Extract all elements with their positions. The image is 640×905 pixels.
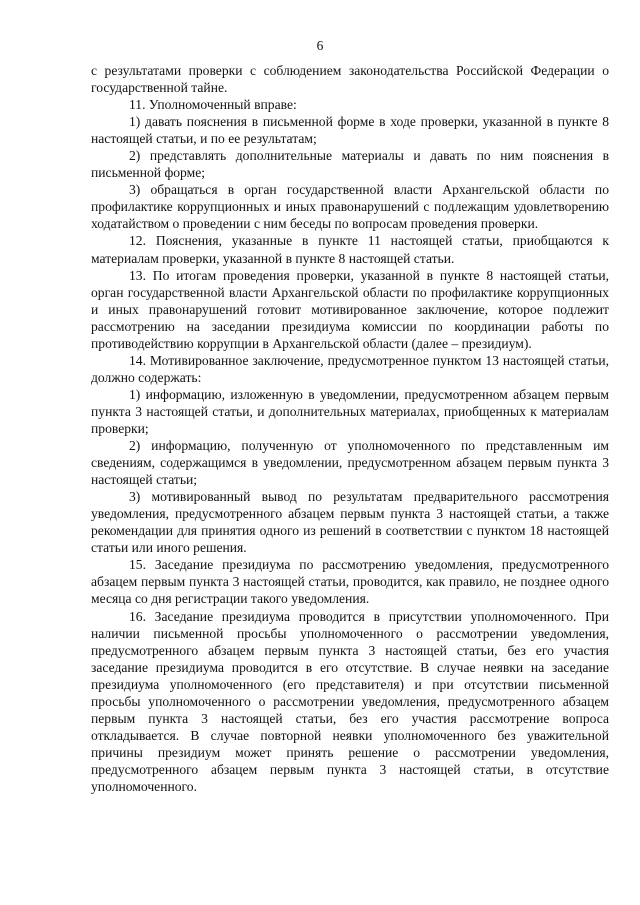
paragraph-subitem-14-2: 2) информацию, полученную от уполномоченного по представленным им сведениям, содержащимся в уведомлении, предусмотренном абзацем первым пункта 3 настоящей статьи; [91, 438, 609, 488]
document-body [91, 62, 609, 795]
paragraph-item-14: 14. Мотивированное заключение, предусмотренное пунктом 13 настоящей статьи, должно содержать: [91, 352, 609, 385]
paragraph-item-13: 13. По итогам проведения проверки, указанной в пункте 8 настоящей статьи, орган государственной власти Архангельской области по профилактике коррупционных и иных правонарушений готовит мотивированное заключение, которое подлежит рассмотрению на заседании президиума комиссии по координации работы по противодействию коррупции в Архангельской области (далее – президиум). [91, 267, 609, 351]
paragraph-subitem-14-3: 3) мотивированный вывод по результатам предварительного рассмотрения уведомления, предусмотренного абзацем первым пункта 3 настоящей статьи, а также рекомендации для принятия одного из решений в соответствии с пунктом 18 настоящей статьи или иного решения. [91, 489, 609, 556]
paragraph-continuation: с результатами проверки с соблюдением законодательства Российской Федерации о государственной тайне. [91, 63, 609, 96]
paragraph-subitem-11-1: 1) давать пояснения в письменной форме в ходе проверки, указанной в пункте 8 настоящей статьи, и по ее результатам; [91, 114, 609, 147]
page-number: 6 [316, 38, 324, 53]
paragraph-item-15: 15. Заседание президиума по рассмотрению уведомления, предусмотренного абзацем первым пункта 3 настоящей статьи, проводится, как правило, не позднее одного месяца со дня регистрации такого уведомления. [91, 557, 609, 607]
paragraph-subitem-14-1: 1) информацию, изложенную в уведомлении, предусмотренном абзацем первым пункта 3 настоящей статьи, и дополнительных материалах, приобщенных к материалам проверки; [91, 386, 609, 436]
paragraph-subitem-11-3: 3) обращаться в орган государственной власти Архангельской области по профилактике коррупционных и иных правонарушений с подлежащим удовлетворению ходатайством о проведении с ним беседы по вопросам проведения проверки. [91, 182, 609, 232]
paragraph-subitem-11-2: 2) представлять дополнительные материалы и давать по ним пояснения в письменной форме; [91, 148, 609, 181]
paragraph-item-11: 11. Уполномоченный вправе: [129, 97, 297, 113]
paragraph-item-12: 12. Пояснения, указанные в пункте 11 настоящей статьи, приобщаются к материалам проверки, указанной в пункте 8 настоящей статьи. [91, 233, 609, 266]
paragraph-item-16: 16. Заседание президиума проводится в присутствии уполномоченного. При наличии письменной просьбы уполномоченного о рассмотрении уведомления, предусмотренного абзацем первым пункта 3 настоящей статьи, без его участия заседание президиума проводится в его отсутствие. В случае неявки на заседание президиума уполномоченного (его представителя) и при отсутствии письменной просьбы уполномоченного о рассмотрении уведомления, предусмотренного абзацем первым пункта 3 настоящей статьи, без его участия рассмотрение вопроса откладывается. В случае повторной неявки уполномоченного без уважительной причины президиум может принять решение о рассмотрении уведомления, предусмотренного абзацем первым пункта 3 настоящей статьи, в отсутствие уполномоченного. [91, 608, 609, 794]
